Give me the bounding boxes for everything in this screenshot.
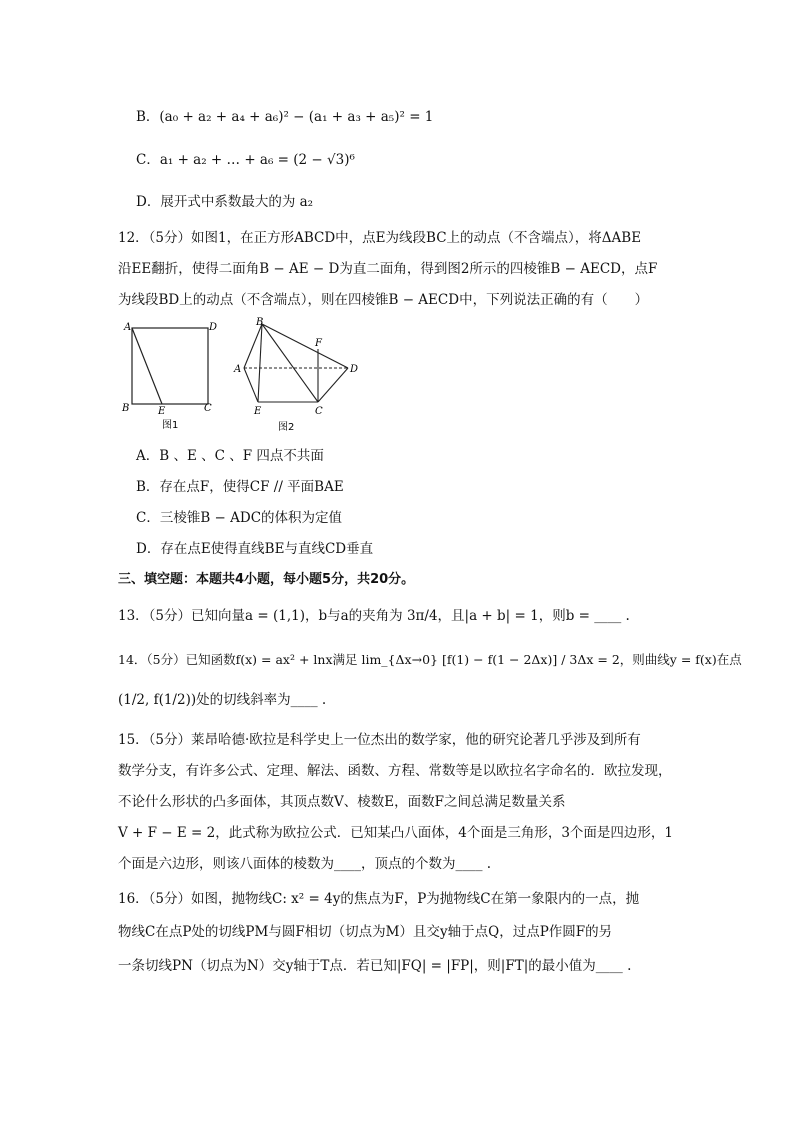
- q12-option-a: A．B 、E 、C 、F 四点不共面: [136, 448, 324, 464]
- q15-stem-line1: 15．（5分）莱昂哈德·欧拉是科学史上一位杰出的数学家，他的研究论著几乎涉及到所有: [118, 732, 641, 748]
- fig2-label-e: E: [254, 406, 262, 417]
- q13-stem: 13．（5分）已知向量a = (1,1)，b与a的夹角为 3π/4，且|a + b| = 1，则b = ____ .: [118, 608, 630, 624]
- q12-stem-line3: 为线段BD上的动点（不含端点），则在四棱锥B − AECD中，下列说法正确的有（ ）: [118, 292, 649, 308]
- q16-stem-line1: 16．（5分）如图，抛物线C: x² = 4y的焦点为F，P为抛物线C在第一象限内的一点，抛: [118, 891, 640, 907]
- q15-stem-line3: 不论什么形状的凸多面体，其顶点数V、棱数E，面数F之间总满足数量关系: [118, 794, 566, 810]
- fig2-label-f: F: [315, 338, 322, 349]
- q12-option-c: C．三棱锥B − ADC的体积为定值: [136, 510, 343, 526]
- q16-stem-line2: 物线C在点P处的切线PM与圆F相切（切点为M）且交y轴于点Q，过点P作圆F的另: [118, 924, 613, 940]
- edge-be: [258, 324, 262, 402]
- fig2-label-d: D: [350, 364, 359, 375]
- edge-ba: [244, 324, 262, 368]
- figure-1-square: [118, 318, 218, 430]
- q11-option-d: D．展开式中系数最大的为 a₂: [136, 194, 314, 210]
- fig1-label-e: E: [158, 406, 166, 417]
- q12-option-d: D．存在点E使得直线BE与直线CD垂直: [136, 541, 374, 557]
- fig2-caption: 图2: [278, 422, 295, 432]
- q14-stem-line1: 14．（5分）已知函数f(x) = ax² + lnx满足 lim_{Δx→0} [f(1) − f(1 − 2Δx)] / 3Δx = 2，则曲线y = f(x)在点: [118, 652, 742, 667]
- fig2-label-a: A: [234, 364, 242, 375]
- fig2-label-b: B: [256, 317, 264, 328]
- fig1-label-b: B: [122, 403, 130, 414]
- edge-bc: [262, 324, 318, 402]
- fig2-label-c: C: [315, 406, 323, 417]
- q11-option-b: B．(a₀ + a₂ + a₄ + a₆)² − (a₁ + a₃ + a₅)² = 1: [136, 109, 434, 125]
- q12-stem-line1: 12．（5分）如图1，在正方形ABCD中，点E为线段BC上的动点（不含端点），将ΔABE: [118, 230, 642, 246]
- q12-option-b: B．存在点F，使得CF // 平面BAE: [136, 479, 344, 495]
- q15-stem-line5: 个面是六边形，则该八面体的棱数为____，顶点的个数为____ .: [118, 856, 492, 872]
- q12-stem-line2: 沿EE翻折，使得二面角B − AE − D为直二面角，得到图2所示的四棱锥B − AECD，点F: [118, 261, 658, 277]
- q11-option-c: C．a₁ + a₂ + … + a₆ = (2 − √3)⁶: [136, 152, 355, 168]
- section-3-heading: 三、填空题：本题共4小题，每小题5分，共20分。: [118, 572, 415, 587]
- fig1-label-d: D: [209, 322, 218, 333]
- edge-cd: [318, 368, 348, 402]
- q16-stem-line3: 一条切线PN（切点为N）交y轴于T点．若已知|FQ| = |FP|，则|FT|的最小值为____ .: [118, 958, 632, 974]
- q15-stem-line2: 数学分支，有许多公式、定理、解法、函数、方程、常数等是以欧拉名字命名的．欧拉发现，: [118, 763, 672, 779]
- figure-2-pyramid: [230, 316, 360, 432]
- square-abcd: [132, 328, 208, 404]
- fig1-label-a: A: [124, 322, 132, 333]
- segment-ae: [132, 328, 162, 404]
- q15-stem-line4: V + F − E = 2，此式称为欧拉公式．已知某凸八面体，4个面是三角形，3个面是四边形，1: [118, 825, 674, 841]
- edge-bd: [262, 324, 348, 368]
- fig1-caption: 图1: [162, 420, 179, 430]
- edge-ae: [244, 368, 258, 402]
- q14-stem-line2: (1/2, f(1/2))处的切线斜率为____ .: [118, 692, 327, 708]
- fig1-label-c: C: [204, 403, 212, 414]
